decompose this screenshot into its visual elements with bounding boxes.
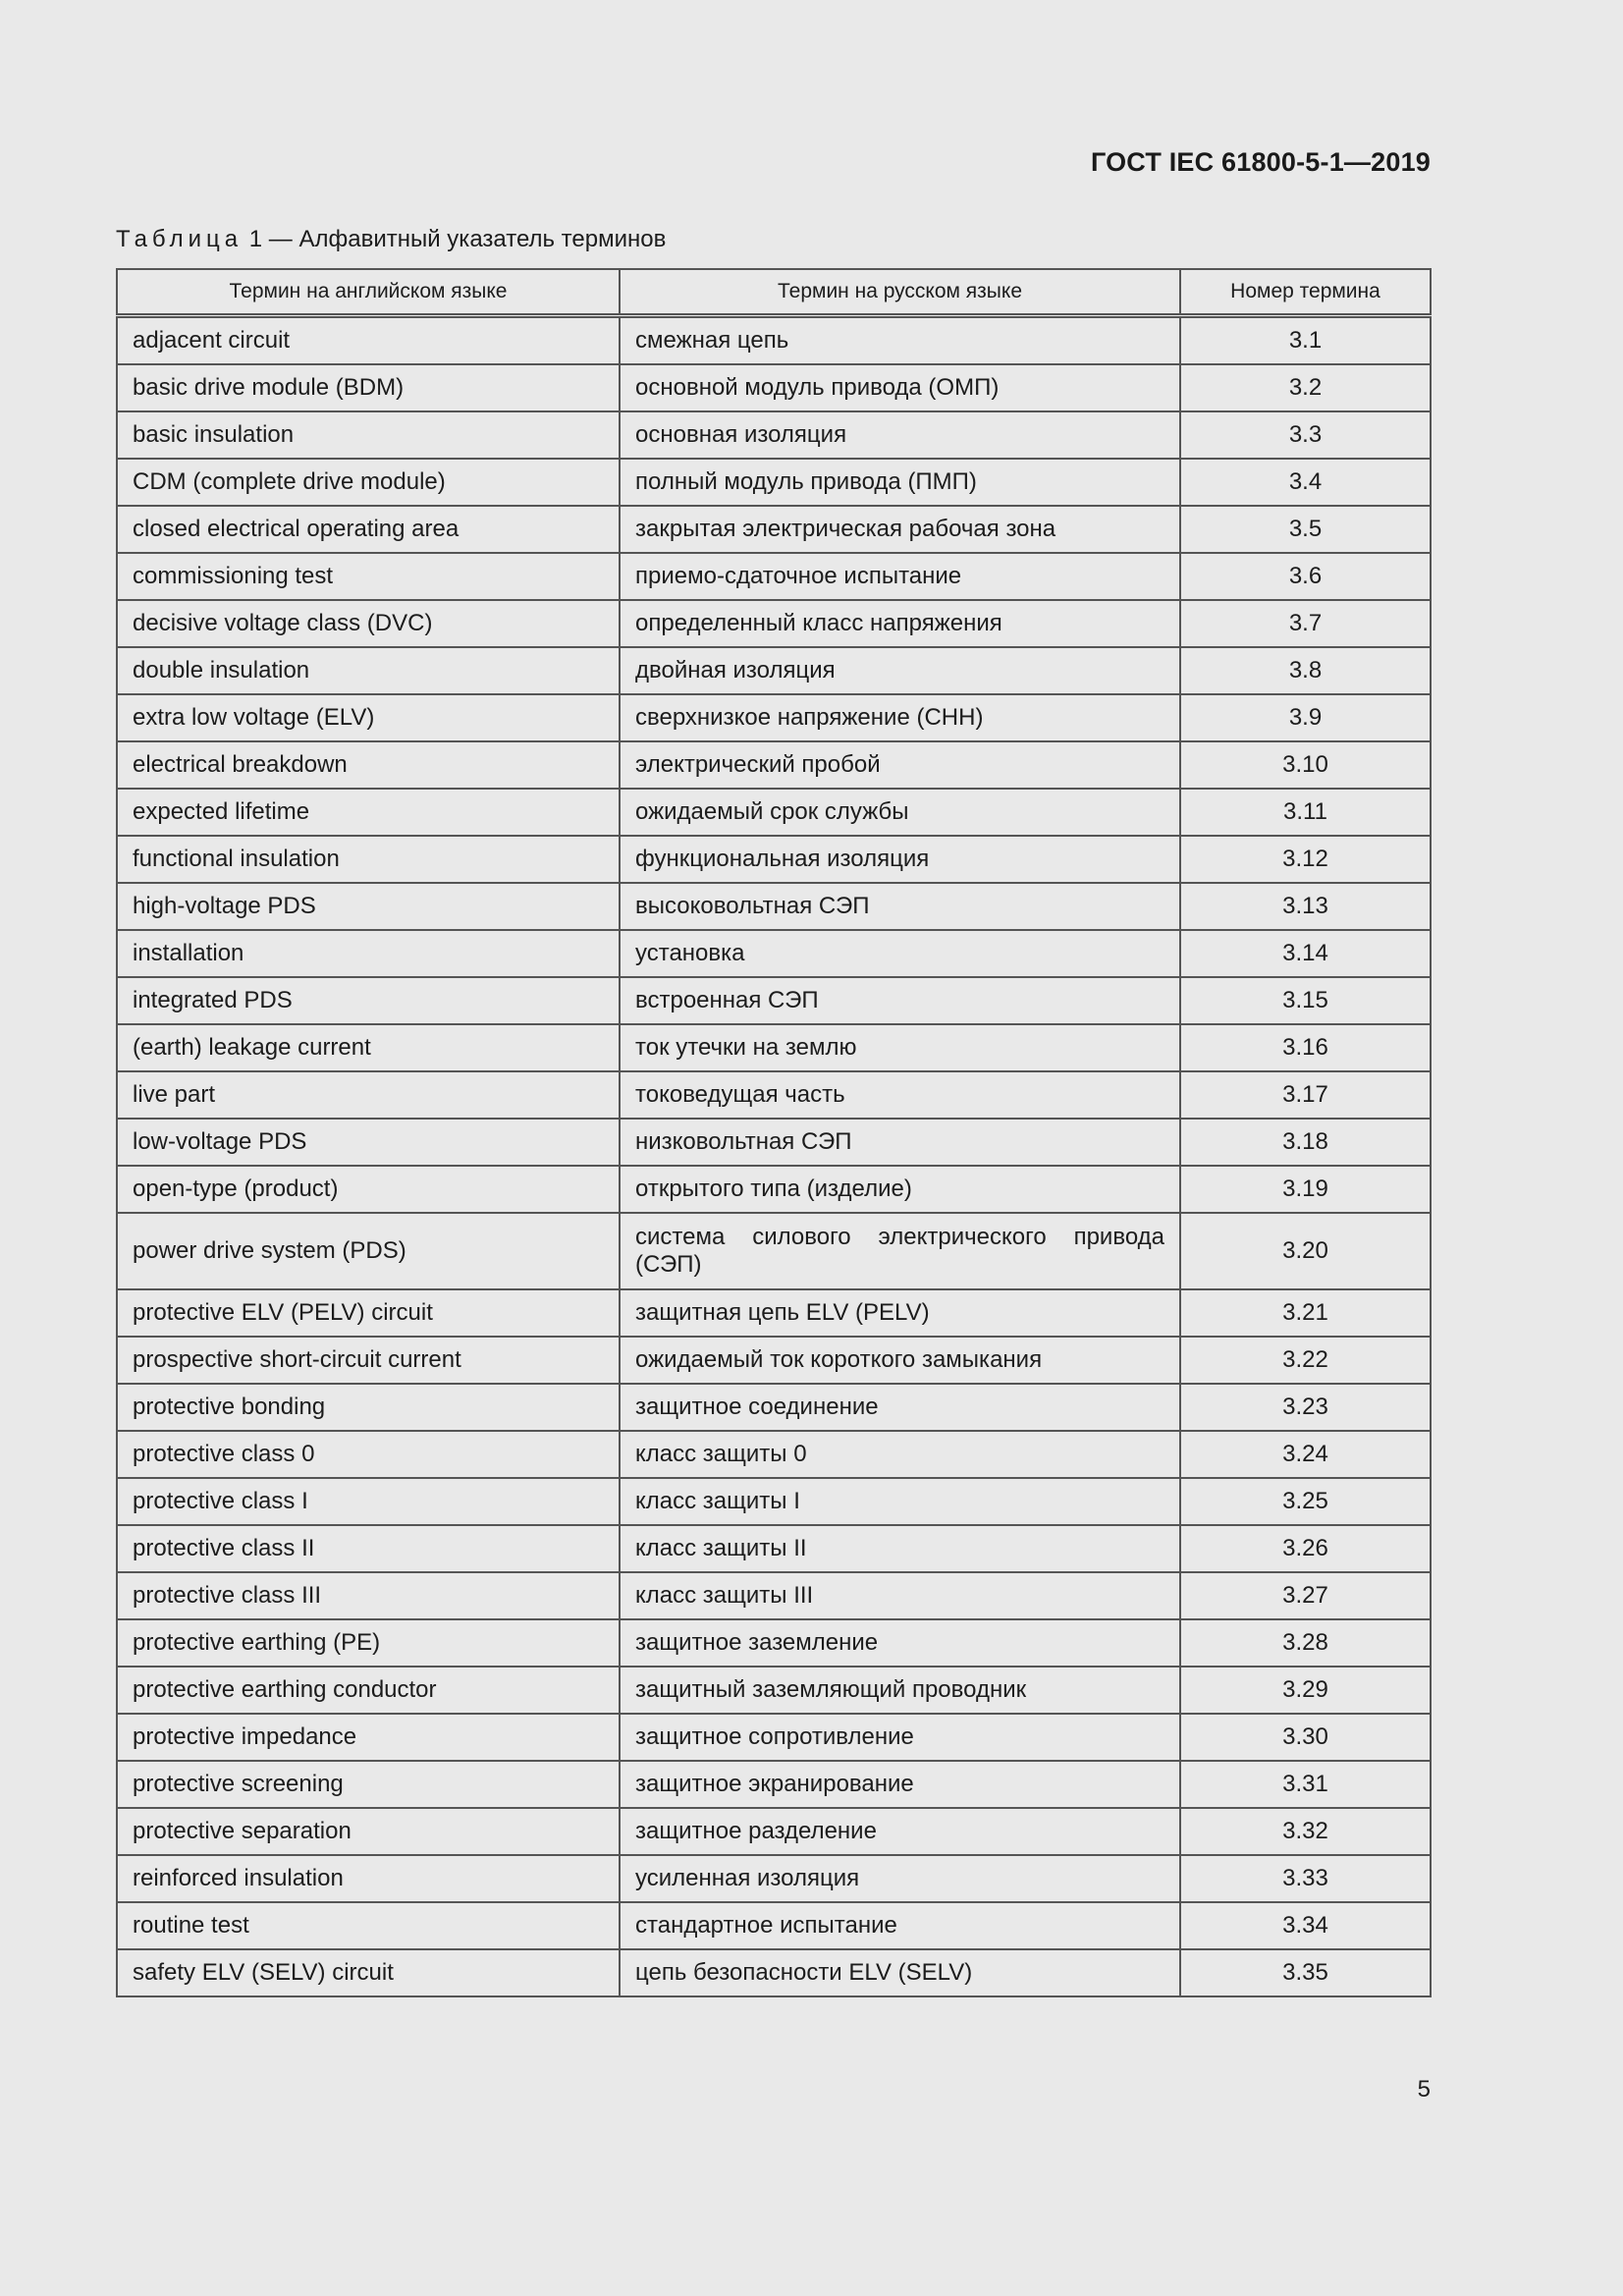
russian-term-cell: защитное сопротивление <box>620 1714 1180 1761</box>
russian-term-cell: высоковольтная СЭП <box>620 883 1180 930</box>
english-term-cell: functional insulation <box>117 836 620 883</box>
english-term-cell: basic drive module (BDM) <box>117 364 620 411</box>
english-term-cell: closed electrical operating area <box>117 506 620 553</box>
russian-term-cell: класс защиты 0 <box>620 1431 1180 1478</box>
term-number-cell: 3.26 <box>1180 1525 1431 1572</box>
term-number-cell: 3.19 <box>1180 1166 1431 1213</box>
table-row <box>117 1213 1431 1289</box>
english-term-cell: protective separation <box>117 1808 620 1855</box>
term-number-cell: 3.6 <box>1180 553 1431 600</box>
russian-term-cell: класс защиты I <box>620 1478 1180 1525</box>
table-row <box>117 1667 1431 1714</box>
russian-term-cell: защитное заземление <box>620 1619 1180 1667</box>
english-term-cell: reinforced insulation <box>117 1855 620 1902</box>
english-term-cell: protective class II <box>117 1525 620 1572</box>
russian-term-cell: открытого типа (изделие) <box>620 1166 1180 1213</box>
table-caption-text: 1 — Алфавитный указатель терминов <box>248 226 667 252</box>
term-number-cell: 3.22 <box>1180 1337 1431 1384</box>
russian-term-cell: токоведущая часть <box>620 1071 1180 1119</box>
table-row <box>117 647 1431 694</box>
table-caption <box>116 226 666 253</box>
russian-term-cell: смежная цепь <box>620 316 1180 365</box>
table-row <box>117 1431 1431 1478</box>
russian-term-cell: ток утечки на землю <box>620 1024 1180 1071</box>
table-row <box>117 1071 1431 1119</box>
term-number-cell: 3.25 <box>1180 1478 1431 1525</box>
table-row <box>117 1572 1431 1619</box>
english-term-cell: electrical breakdown <box>117 741 620 789</box>
table-row <box>117 553 1431 600</box>
english-term-cell: high-voltage PDS <box>117 883 620 930</box>
term-number-cell: 3.8 <box>1180 647 1431 694</box>
russian-term-cell: защитное соединение <box>620 1384 1180 1431</box>
russian-term-cell: установка <box>620 930 1180 977</box>
term-number-cell: 3.7 <box>1180 600 1431 647</box>
english-term-cell: protective class 0 <box>117 1431 620 1478</box>
table-row <box>117 1166 1431 1213</box>
terms-index-table <box>116 268 1432 1997</box>
table-row <box>117 1714 1431 1761</box>
column-header-russian-term: Термин на русском языке <box>620 269 1180 316</box>
russian-term-cell: закрытая электрическая рабочая зона <box>620 506 1180 553</box>
table-row <box>117 316 1431 365</box>
english-term-cell: protective class I <box>117 1478 620 1525</box>
term-number-cell: 3.29 <box>1180 1667 1431 1714</box>
term-number-cell: 3.5 <box>1180 506 1431 553</box>
term-number-cell: 3.35 <box>1180 1949 1431 1996</box>
table-row <box>117 694 1431 741</box>
table-row <box>117 1761 1431 1808</box>
russian-term-cell: усиленная изоляция <box>620 1855 1180 1902</box>
russian-term-cell: защитный заземляющий проводник <box>620 1667 1180 1714</box>
document-standard-code: ГОСТ IEC 61800-5-1—2019 <box>1090 147 1431 177</box>
russian-term-cell: функциональная изоляция <box>620 836 1180 883</box>
term-number-cell: 3.20 <box>1180 1213 1431 1289</box>
column-header-english-term: Термин на английском языке <box>117 269 620 316</box>
table-caption-label: Таблица <box>116 226 243 252</box>
russian-term-cell: ожидаемый срок службы <box>620 789 1180 836</box>
term-number-cell: 3.33 <box>1180 1855 1431 1902</box>
term-number-cell: 3.28 <box>1180 1619 1431 1667</box>
term-number-cell: 3.30 <box>1180 1714 1431 1761</box>
table-row <box>117 411 1431 459</box>
table-row <box>117 1902 1431 1949</box>
english-term-cell: protective earthing conductor <box>117 1667 620 1714</box>
term-number-cell: 3.27 <box>1180 1572 1431 1619</box>
term-number-cell: 3.11 <box>1180 789 1431 836</box>
table-row <box>117 1525 1431 1572</box>
english-term-cell: basic insulation <box>117 411 620 459</box>
english-term-cell: decisive voltage class (DVC) <box>117 600 620 647</box>
table-row <box>117 1808 1431 1855</box>
term-number-cell: 3.34 <box>1180 1902 1431 1949</box>
table-body <box>117 316 1431 1997</box>
english-term-cell: integrated PDS <box>117 977 620 1024</box>
term-number-cell: 3.1 <box>1180 316 1431 365</box>
english-term-cell: expected lifetime <box>117 789 620 836</box>
english-term-cell: protective bonding <box>117 1384 620 1431</box>
russian-term-cell: стандартное испытание <box>620 1902 1180 1949</box>
english-term-cell: adjacent circuit <box>117 316 620 365</box>
table-row <box>117 930 1431 977</box>
russian-term-cell: основная изоляция <box>620 411 1180 459</box>
term-number-cell: 3.13 <box>1180 883 1431 930</box>
table-row <box>117 836 1431 883</box>
english-term-cell: (earth) leakage current <box>117 1024 620 1071</box>
table-row <box>117 1119 1431 1166</box>
table-row <box>117 1289 1431 1337</box>
term-number-cell: 3.21 <box>1180 1289 1431 1337</box>
english-term-cell: protective earthing (PE) <box>117 1619 620 1667</box>
table-row <box>117 789 1431 836</box>
english-term-cell: protective class III <box>117 1572 620 1619</box>
russian-term-cell: защитное экранирование <box>620 1761 1180 1808</box>
english-term-cell: installation <box>117 930 620 977</box>
english-term-cell: power drive system (PDS) <box>117 1213 620 1289</box>
table-row <box>117 459 1431 506</box>
table-row <box>117 1024 1431 1071</box>
russian-term-cell: класс защиты II <box>620 1525 1180 1572</box>
table-row <box>117 1478 1431 1525</box>
term-number-cell: 3.2 <box>1180 364 1431 411</box>
table-row <box>117 1337 1431 1384</box>
term-number-cell: 3.31 <box>1180 1761 1431 1808</box>
english-term-cell: extra low voltage (ELV) <box>117 694 620 741</box>
english-term-cell: routine test <box>117 1902 620 1949</box>
term-number-cell: 3.3 <box>1180 411 1431 459</box>
russian-term-cell: сверхнизкое напряжение (СНН) <box>620 694 1180 741</box>
column-header-term-number: Номер термина <box>1180 269 1431 316</box>
russian-term-cell: основной модуль привода (ОМП) <box>620 364 1180 411</box>
table-row <box>117 883 1431 930</box>
table-row <box>117 1949 1431 1996</box>
term-number-cell: 3.12 <box>1180 836 1431 883</box>
term-number-cell: 3.9 <box>1180 694 1431 741</box>
english-term-cell: protective impedance <box>117 1714 620 1761</box>
russian-term-cell: полный модуль привода (ПМП) <box>620 459 1180 506</box>
russian-term-cell: низковольтная СЭП <box>620 1119 1180 1166</box>
term-number-cell: 3.15 <box>1180 977 1431 1024</box>
table-row <box>117 741 1431 789</box>
page-number: 5 <box>1417 2076 1431 2103</box>
russian-term-cell: встроенная СЭП <box>620 977 1180 1024</box>
term-number-cell: 3.17 <box>1180 1071 1431 1119</box>
russian-term-cell: определенный класс напряжения <box>620 600 1180 647</box>
russian-term-cell: класс защиты III <box>620 1572 1180 1619</box>
term-number-cell: 3.24 <box>1180 1431 1431 1478</box>
russian-term-cell: цепь безопасности ELV (SELV) <box>620 1949 1180 1996</box>
term-number-cell: 3.23 <box>1180 1384 1431 1431</box>
table-header-row <box>117 269 1431 316</box>
russian-term-cell: защитная цепь ELV (PELV) <box>620 1289 1180 1337</box>
table-row <box>117 1619 1431 1667</box>
term-number-cell: 3.16 <box>1180 1024 1431 1071</box>
table-row <box>117 1855 1431 1902</box>
english-term-cell: safety ELV (SELV) circuit <box>117 1949 620 1996</box>
russian-term-cell: защитное разделение <box>620 1808 1180 1855</box>
table-row <box>117 506 1431 553</box>
table-row <box>117 364 1431 411</box>
english-term-cell: live part <box>117 1071 620 1119</box>
english-term-cell: protective screening <box>117 1761 620 1808</box>
term-number-cell: 3.14 <box>1180 930 1431 977</box>
english-term-cell: commissioning test <box>117 553 620 600</box>
russian-term-cell: ожидаемый ток короткого замыкания <box>620 1337 1180 1384</box>
table-row <box>117 1384 1431 1431</box>
term-number-cell: 3.10 <box>1180 741 1431 789</box>
english-term-cell: double insulation <box>117 647 620 694</box>
term-number-cell: 3.32 <box>1180 1808 1431 1855</box>
russian-term-cell: система силового электрического привода (СЭП) <box>620 1213 1180 1289</box>
english-term-cell: protective ELV (PELV) circuit <box>117 1289 620 1337</box>
term-number-cell: 3.18 <box>1180 1119 1431 1166</box>
russian-term-cell: электрический пробой <box>620 741 1180 789</box>
table-row <box>117 977 1431 1024</box>
english-term-cell: prospective short-circuit current <box>117 1337 620 1384</box>
english-term-cell: low-voltage PDS <box>117 1119 620 1166</box>
table-row <box>117 600 1431 647</box>
english-term-cell: CDM (complete drive module) <box>117 459 620 506</box>
term-number-cell: 3.4 <box>1180 459 1431 506</box>
russian-term-cell: двойная изоляция <box>620 647 1180 694</box>
russian-term-cell: приемо-сдаточное испытание <box>620 553 1180 600</box>
english-term-cell: open-type (product) <box>117 1166 620 1213</box>
